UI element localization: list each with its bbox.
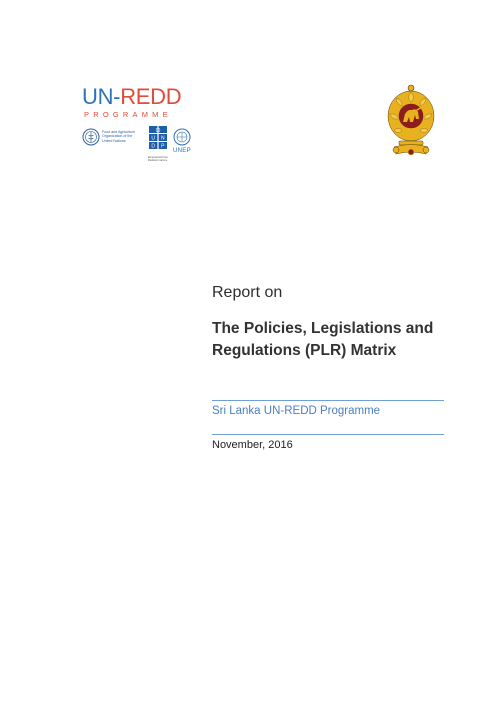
report-title — [212, 318, 452, 362]
undp-letter-d: D — [151, 143, 156, 150]
fao-name-line: United Nations — [102, 138, 126, 143]
unredd-wordmark — [82, 86, 181, 108]
undp-letter-n: N — [160, 135, 165, 142]
fao-name — [102, 130, 144, 143]
divider-bottom — [212, 434, 444, 435]
unredd-wordmark-redd: REDD — [120, 84, 182, 109]
fao-name-line: Food and Agriculture — [102, 130, 136, 134]
report-label: Report on — [212, 284, 283, 301]
undp-tagline-line: Empowered lives. — [148, 156, 169, 159]
partner-logos — [82, 126, 194, 164]
fao-name-line: Organization of the — [102, 134, 133, 139]
sri-lanka-emblem-icon — [386, 84, 436, 158]
report-title-line: Regulations (PLR) Matrix — [212, 342, 397, 359]
report-date: November, 2016 — [212, 439, 293, 451]
unredd-wordmark-un: UN- — [82, 84, 121, 109]
unredd-programme-label: PROGRAMME — [84, 110, 172, 119]
divider-top — [212, 400, 444, 401]
undp-tagline — [148, 156, 170, 162]
undp-letter-p: P — [161, 143, 165, 150]
fao-emblem-icon — [82, 128, 100, 146]
undp-logo-icon — [149, 126, 167, 156]
undp-letter-u: U — [151, 135, 156, 142]
report-title-line: The Policies, Legislations and — [212, 320, 434, 337]
unredd-logo — [82, 86, 194, 164]
unep-label: UNEP — [173, 148, 191, 154]
unep-emblem-icon — [173, 128, 191, 146]
undp-tagline-line: Resilient nations. — [148, 159, 168, 162]
programme-name: Sri Lanka UN-REDD Programme — [212, 405, 381, 417]
